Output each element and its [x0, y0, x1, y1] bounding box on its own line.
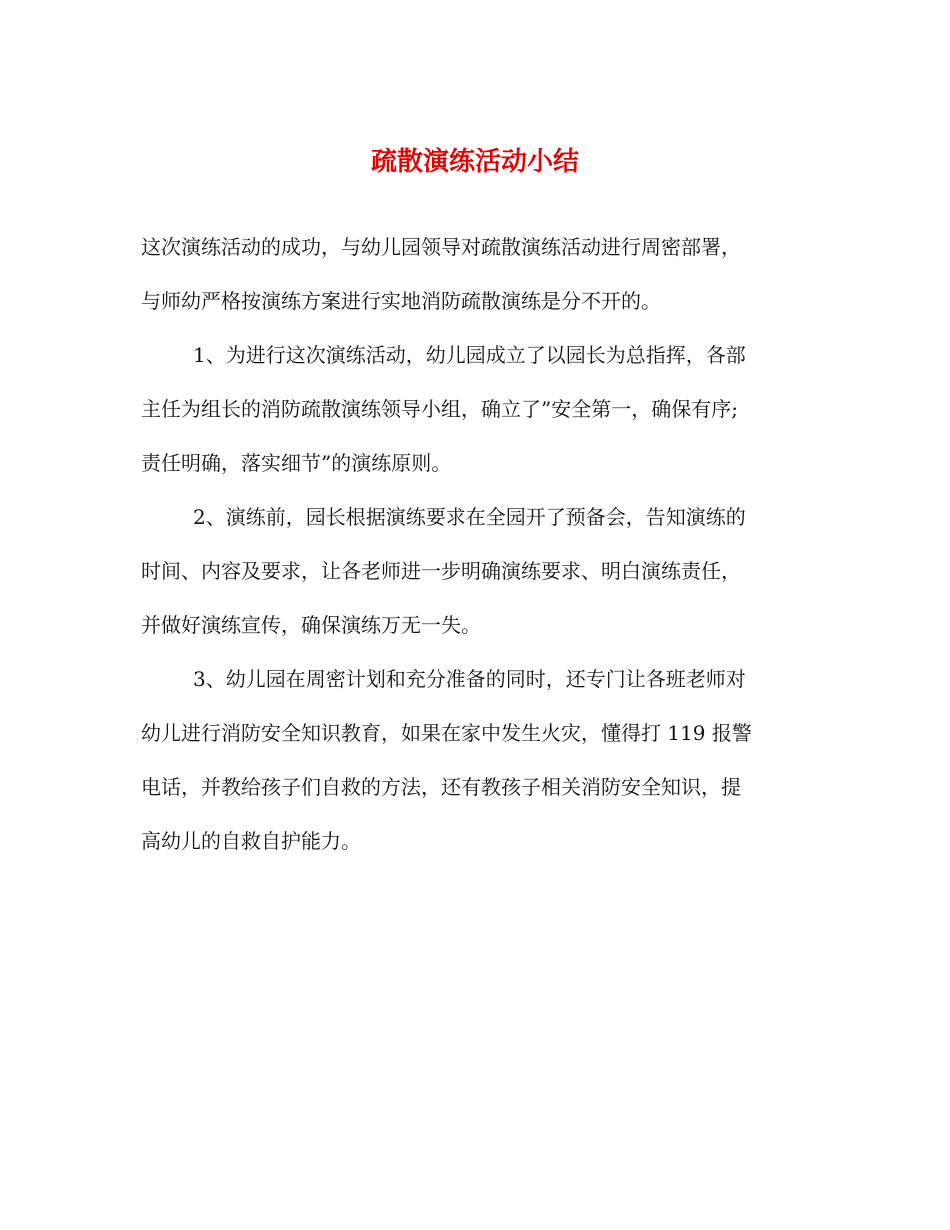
- body-line: 与师幼严格按演练方案进行实地消防疏散演练是分不开的。: [141, 289, 661, 313]
- body-line: 1、为进行这次演练活动，幼儿园成立了以园长为总指挥，各部: [193, 343, 746, 367]
- document-title: 疏散演练活动小结: [370, 147, 579, 177]
- body-line: 责任明确，落实细节”的演练原则。: [141, 451, 452, 475]
- document-body: [141, 220, 821, 868]
- body-line: 电话，并教给孩子们自救的方法，还有教孩子相关消防安全知识，提: [141, 775, 741, 799]
- body-line: 并做好演练宣传，确保演练万无一失。: [141, 613, 481, 637]
- body-line: 3、幼儿园在周密计划和充分准备的同时，还专门让各班老师对: [193, 667, 746, 691]
- body-line: 时间、内容及要求，让各老师进一步明确演练要求、明白演练责任，: [141, 559, 741, 583]
- body-line: 主任为组长的消防疏散演练领导小组，确立了”安全第一，确保有序;: [141, 397, 738, 421]
- body-line: 高幼儿的自救自护能力。: [141, 829, 361, 853]
- body-line: 幼儿进行消防安全知识教育，如果在家中发生火灾，懂得打 119 报警: [141, 721, 752, 745]
- body-line: 2、演练前，园长根据演练要求在全园开了预备会，告知演练的: [193, 505, 746, 529]
- body-line: 这次演练活动的成功，与幼儿园领导对疏散演练活动进行周密部署，: [141, 235, 741, 259]
